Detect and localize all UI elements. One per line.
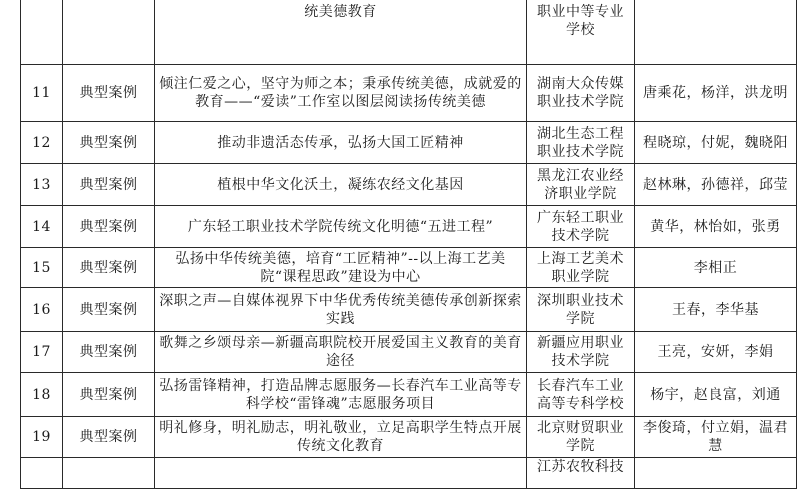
table-row: [21, 332, 797, 373]
school-cell: [527, 0, 635, 65]
table-row: [21, 417, 797, 458]
authors-cell: 赵林琳，孙德祥，邱莹: [635, 164, 797, 206]
table-row: [21, 206, 797, 248]
authors-cell: 杨宇，赵良富，刘通: [635, 373, 797, 417]
authors-cell: 李俊琦，付立娟，温君慧: [635, 417, 797, 458]
type-cell: 典型案例: [63, 288, 155, 332]
no-cell: 11: [21, 65, 63, 122]
type-cell: 典型案例: [63, 164, 155, 206]
type-cell: 典型案例: [63, 332, 155, 373]
school-cell: 湖南大众传媒职业技术学院: [527, 65, 635, 122]
no-cell: 13: [21, 164, 63, 206]
authors-cell: 李相正: [635, 248, 797, 288]
title-cell: 弘扬雷锋精神，打造品牌志愿服务—长春汽车工业高等专科学校“雷锋魂”志愿服务项目: [155, 373, 527, 417]
table-row: [21, 288, 797, 332]
no-cell: 15: [21, 248, 63, 288]
table-row: [21, 164, 797, 206]
table-row-continued: [21, 0, 797, 65]
type-cell: [63, 0, 155, 65]
title-cell: 深职之声—自媒体视界下中华优秀传统美德传承创新探索实践: [155, 288, 527, 332]
title-cell: 植根中华文化沃土，凝练农经文化基因: [155, 164, 527, 206]
school-cell: 北京财贸职业学院: [527, 417, 635, 458]
no-cell: 19: [21, 417, 63, 458]
authors-cell: 程晓琼，付妮，魏晓阳: [635, 122, 797, 164]
title-cell: 倾注仁爱之心，坚守为师之本；秉承传统美德，成就爱的教育——“爱读”工作室以图层阅读扬传统美德: [155, 65, 527, 122]
school-cell: 广东轻工职业技术学院: [527, 206, 635, 248]
type-cell: 典型案例: [63, 417, 155, 458]
authors-cell: 王春，李华基: [635, 288, 797, 332]
authors-cell: 唐乘花，杨洋，洪龙明: [635, 65, 797, 122]
title-cell: [155, 458, 527, 489]
case-table: [20, 0, 797, 489]
type-cell: 典型案例: [63, 122, 155, 164]
title-cell: 推动非遗活态传承，弘扬大国工匠精神: [155, 122, 527, 164]
type-cell: 典型案例: [63, 373, 155, 417]
title-cell: 明礼修身，明礼励志，明礼敬业，立足高职学生特点开展传统文化教育: [155, 417, 527, 458]
table-row: [21, 373, 797, 417]
table-row: [21, 122, 797, 164]
no-cell: [21, 458, 63, 489]
school-cell: 长春汽车工业高等专科学校: [527, 373, 635, 417]
school-cell: 江苏农牧科技: [527, 458, 635, 489]
title-text: 统美德教育: [304, 4, 377, 20]
type-cell: 典型案例: [63, 206, 155, 248]
no-cell: 14: [21, 206, 63, 248]
school-cell: 黑龙江农业经济职业学院: [527, 164, 635, 206]
title-cell: [155, 0, 527, 65]
authors-cell: [635, 0, 797, 65]
table-row: [21, 248, 797, 288]
authors-cell: [635, 458, 797, 489]
table-row-partial: [21, 458, 797, 489]
title-cell: 弘扬中华传统美德，培育“工匠精神”--以上海工艺美院“课程思政”建设为中心: [155, 248, 527, 288]
type-cell: 典型案例: [63, 248, 155, 288]
school-text: 职业中等专业学校: [537, 4, 624, 38]
no-cell: 16: [21, 288, 63, 332]
school-cell: 深圳职业技术学院: [527, 288, 635, 332]
authors-cell: 王亮，安妍，李娟: [635, 332, 797, 373]
table-row: [21, 65, 797, 122]
type-cell: 典型案例: [63, 65, 155, 122]
no-cell: 17: [21, 332, 63, 373]
title-cell: 歌舞之乡颂母亲—新疆高职院校开展爱国主义教育的美育途径: [155, 332, 527, 373]
no-cell: [21, 0, 63, 65]
type-cell: [63, 458, 155, 489]
title-cell: 广东轻工职业技术学院传统文化明德“五进工程”: [155, 206, 527, 248]
no-cell: 18: [21, 373, 63, 417]
school-cell: 湖北生态工程职业技术学院: [527, 122, 635, 164]
authors-cell: 黄华，林怡如，张勇: [635, 206, 797, 248]
no-cell: 12: [21, 122, 63, 164]
school-cell: 新疆应用职业技术学院: [527, 332, 635, 373]
school-cell: 上海工艺美术职业学院: [527, 248, 635, 288]
